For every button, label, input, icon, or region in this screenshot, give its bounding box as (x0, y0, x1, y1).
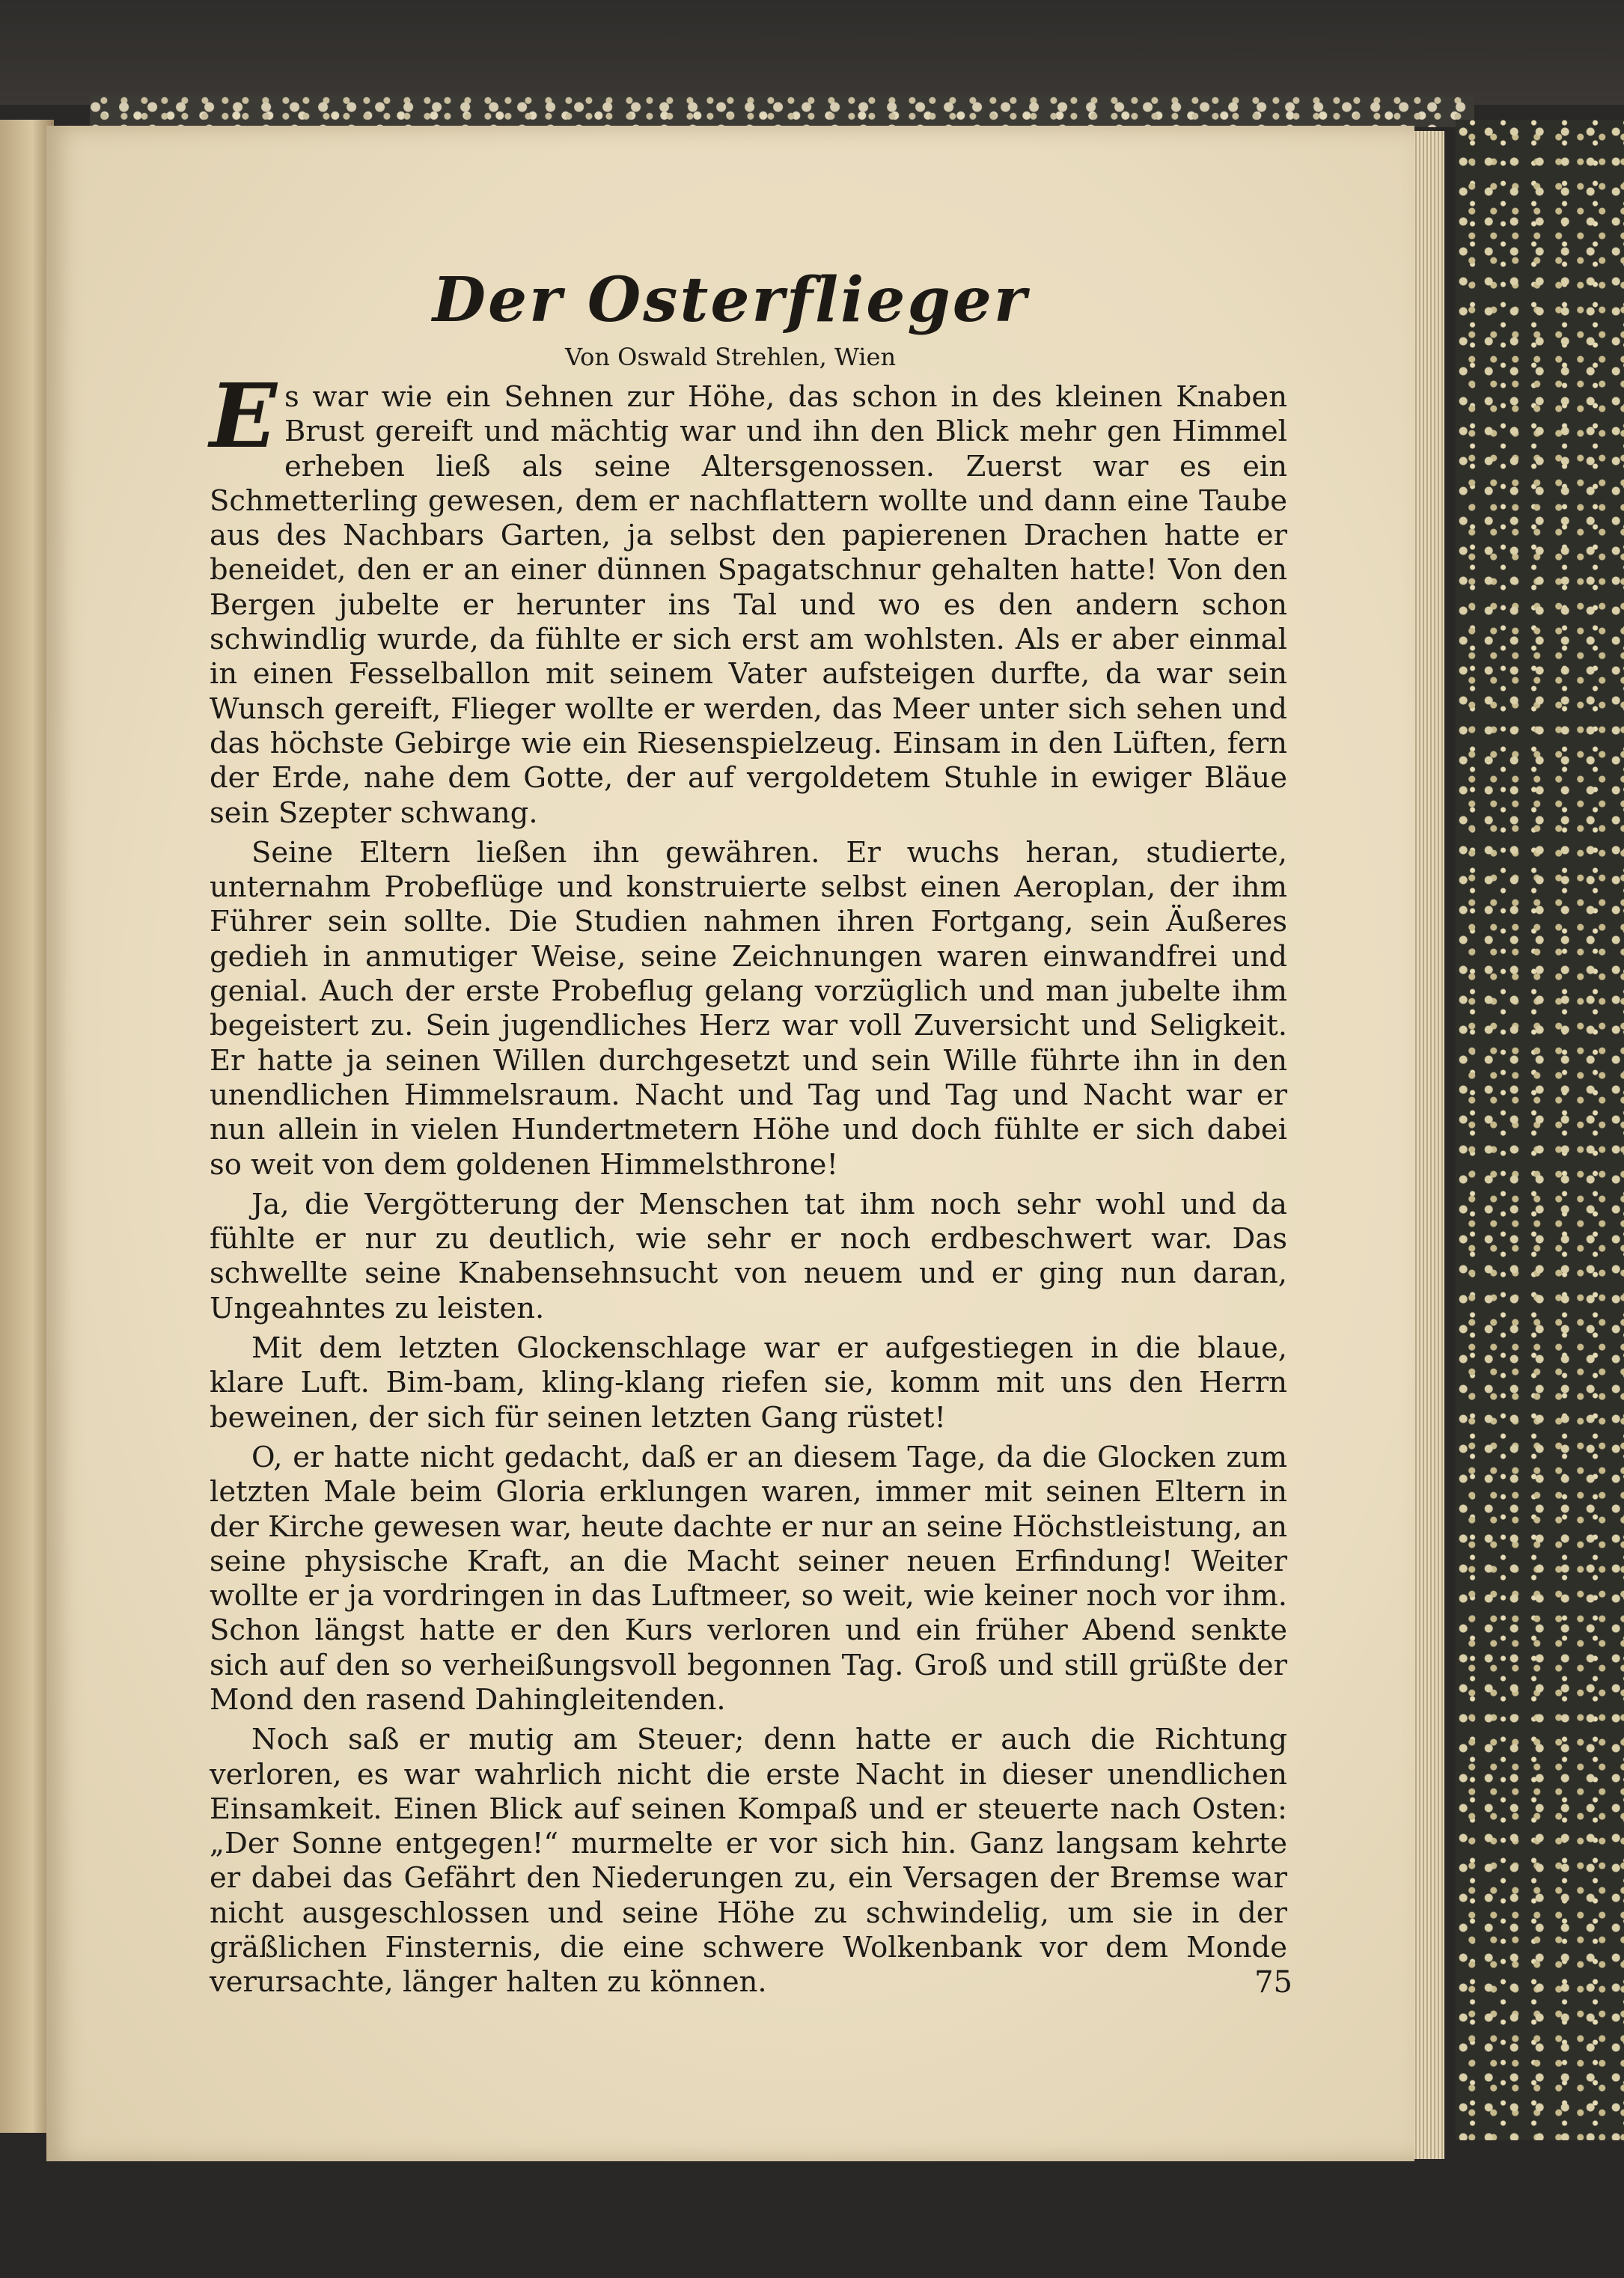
paragraph-text: s war wie ein Sehnen zur Höhe, das schon in des kleinen Knaben Brust gereift und mächtig war und ihn den Blick mehr gen Himmel erheben ließ als seine Altersgenossen. Zuerst war es ein Schmetterling gewesen, dem er nachflattern wollte und dann eine Taube aus des Nachbars Garten, ja selbst den papierenen Drachen hatte er beneidet, den er an einer dünnen Spagatschnur gehalten hatte! Von den Bergen jubelte er herunter ins Tal und wo es den andern schon schwindlig wurde, da fühlte er sich erst am wohlsten. Als er aber einmal in einen Fesselballon mit seinem Vater aufsteigen durfte, da war sein Wunsch gereift, Flieger wollte er werden, das Meer unter sich sehen und das höchste Gebirge wie ein Riesenspielzeug. Einsam in den Lüften, fern der Erde, nahe dem Gotte, der auf vergoldetem Stuhle in ewiger Bläue sein Szepter schwang. (210, 380, 1287, 830)
paragraph: Mit dem letzten Glockenschlage war er aufgestiegen in die blaue, klare Luft. Bim-bam, kling-klang riefen sie, komm mit uns den Herrn beweinen, der sich für seinen letzten Gang rüstet! (210, 1331, 1287, 1435)
drop-cap: E (210, 364, 277, 468)
paragraph: Seine Eltern ließen ihn gewähren. Er wuchs heran, studierte, unternahm Probeflüge und konstruierte selbst einen Aeroplan, der ihm Führer sein sollte. Die Studien nahmen ihren Fortgang, sein Äußeres gedieh in anmutiger Weise, seine Zeichnungen waren einwandfrei und genial. Auch der erste Probeflug gelang vorzüglich und man jubelte ihm begeistert zu. Sein jugendliches Herz war voll Zuversicht und Seligkeit. Er hatte ja seinen Willen durchgesetzt und sein Wille führte ihn in den unendlichen Himmelsraum. Nacht und Tag und Tag und Nacht war er nun allein in vielen Hundertmetern Höhe und doch fühlte er sich dabei so weit von dem goldenen Himmelsthrone! (210, 835, 1287, 1182)
backdrop (0, 0, 1624, 105)
book-page (46, 126, 1414, 2161)
book-cover-marbled-edge-top (90, 96, 1474, 127)
article-byline: Von Oswald Strehlen, Wien (564, 343, 897, 371)
page-number: 75 (1254, 1965, 1292, 2000)
book-cover-marbled-edge-right (1456, 120, 1624, 2140)
paragraph: O, er hatte nicht gedacht, daß er an diesem Tage, da die Glocken zum letzten Male beim Gloria erklungen waren, immer mit seinen Eltern in der Kirche gewesen war, heute dachte er nur an seine Höchstleistung, an seine physische Kraft, an die Macht seiner neuen Erfindung! Weiter wollte er ja vordringen in das Luftmeer, so weit, wie keiner noch vor ihm. Schon längst hatte er den Kurs verloren und ein früher Abend senkte sich auf den so verheißungsvoll begonnen Tag. Groß und still grüßte der Mond den rasend Dahingleitenden. (210, 1440, 1287, 1717)
paragraph (210, 364, 1287, 831)
paragraph: Ja, die Vergötterung der Menschen tat ihm noch sehr wohl und da fühlte er nur zu deutlich, wie sehr er noch erdbeschwert war. Das schwellte seine Knabensehnsucht von neuem und er ging nun daran, Ungeahntes zu leisten. (210, 1187, 1287, 1325)
paragraph: Noch saß er mutig am Steuer; denn hatte er auch die Richtung verloren, es war wahrlich nicht die erste Nacht in dieser unendlichen Einsamkeit. Einen Blick auf seinen Kompaß und er steuerte nach Osten: „Der Sonne entgegen!“ murmelte er vor sich hin. Ganz langsam kehrte er dabei das Gefährt den Niederungen zu, ein Versagen der Bremse war nicht ausgeschlossen und seine Höhe zu schwindelig, um sie in der gräßlichen Finsternis, die eine schwere Wolkenbank vor dem Monde verursachte, länger halten zu können. (210, 1723, 1287, 2000)
article-body (210, 364, 1287, 2006)
article-title: Der Osterflieger (432, 264, 1029, 336)
